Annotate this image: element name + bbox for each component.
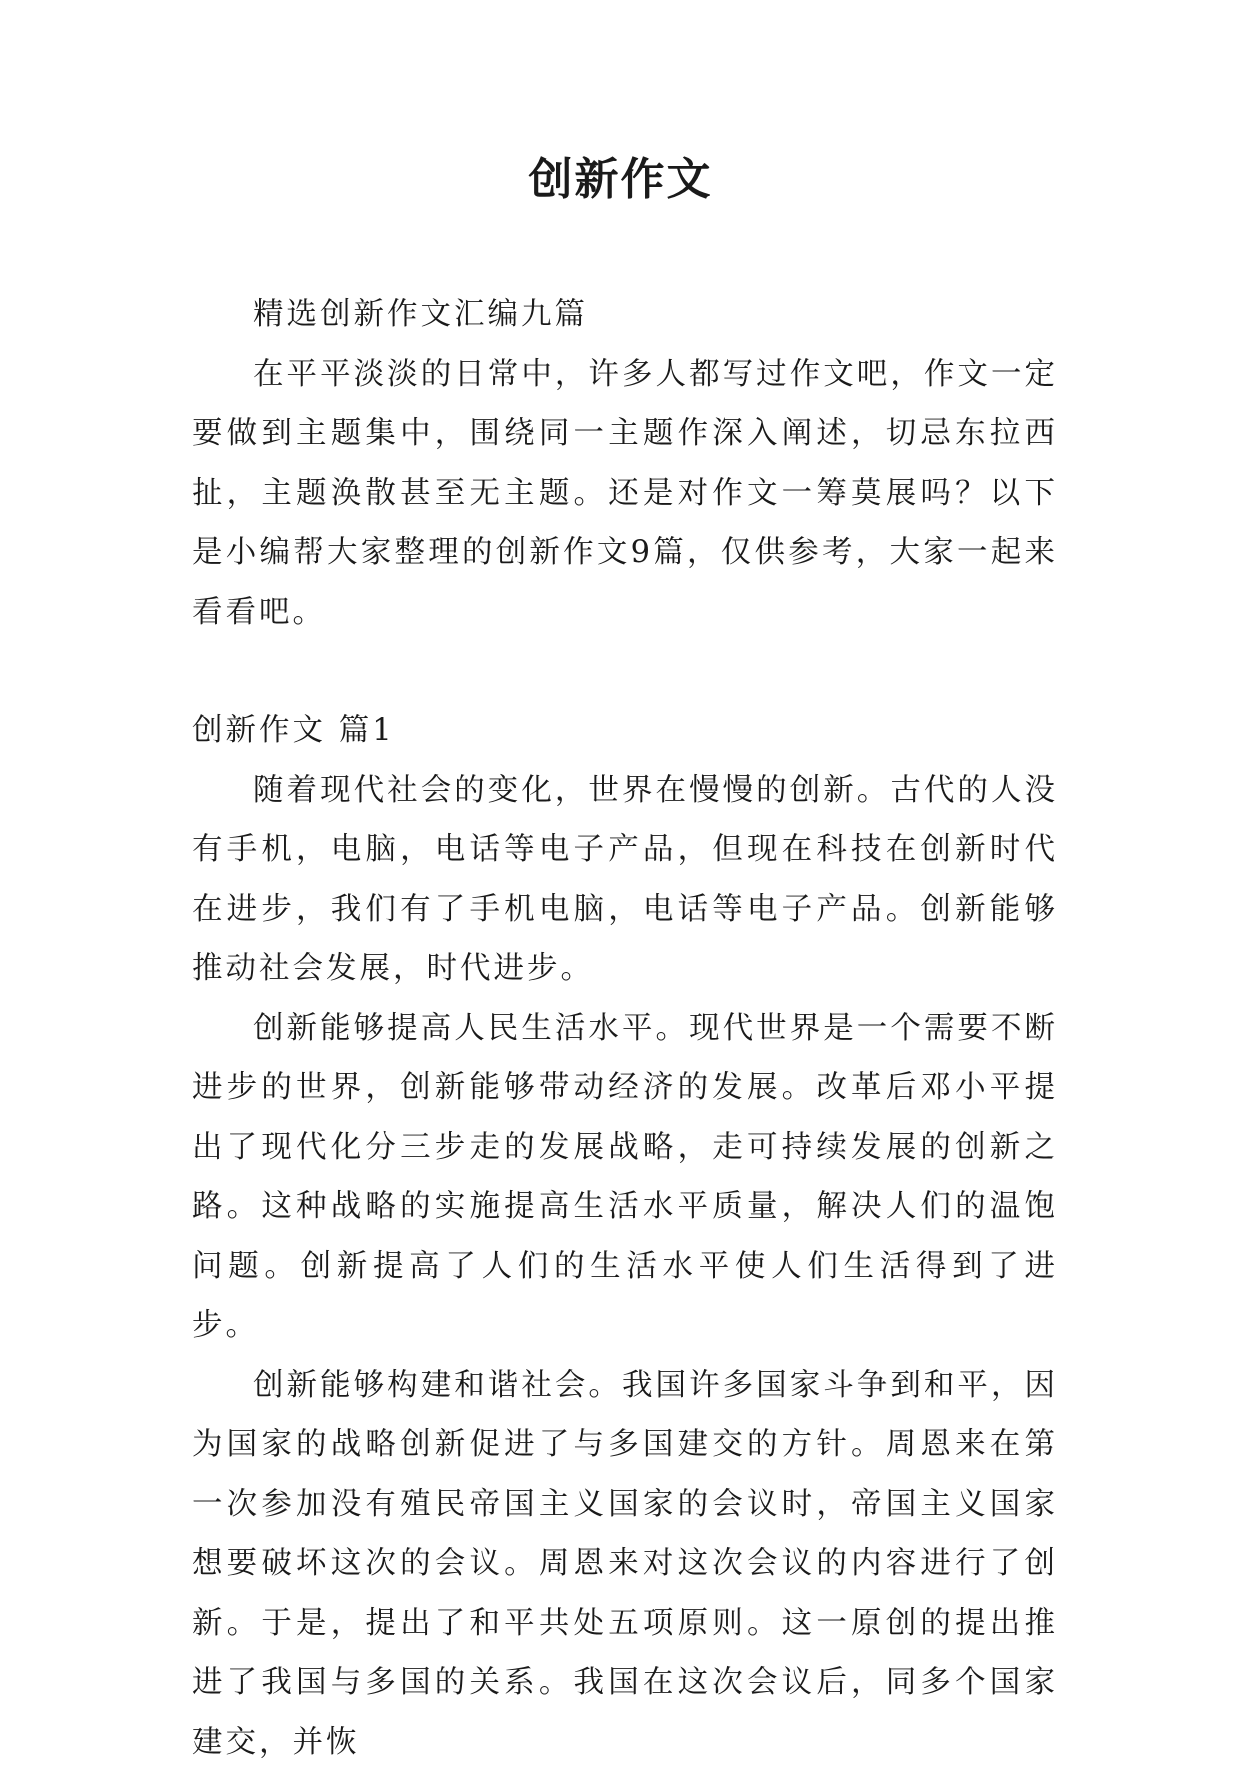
intro-subtitle: 精选创新作文汇编九篇 [192, 285, 1058, 345]
body-paragraph: 创新能够构建和谐社会。我国许多国家斗争到和平，因为国家的战略创新促进了与多国建交的方针。周恩来在第一次参加没有殖民帝国主义国家的会议时，帝国主义国家想要破坏这次的会议。周恩来对这次会议的内容进行了创新。于是，提出了和平共处五项原则。这一原创的提出推进了我国与多国的关系。我国在这次会议后，同多个国家建交，并恢 [192, 1356, 1058, 1772]
intro-paragraph: 在平平淡淡的日常中，许多人都写过作文吧，作文一定要做到主题集中，围绕同一主题作深入阐述，切忌东拉西扯，主题涣散甚至无主题。还是对作文一筹莫展吗？以下是小编帮大家整理的创新作文9篇，仅供参考，大家一起来看看吧。 [192, 345, 1058, 643]
document-body [192, 285, 1058, 1772]
document-title: 创新作文 [0, 150, 1241, 210]
body-paragraph: 随着现代社会的变化，世界在慢慢的创新。古代的人没有手机，电脑，电话等电子产品，但现在科技在创新时代在进步，我们有了手机电脑，电话等电子产品。创新能够推动社会发展，时代进步。 [192, 761, 1058, 999]
section-heading: 创新作文 篇1 [192, 701, 1058, 761]
body-paragraph: 创新能够提高人民生活水平。现代世界是一个需要不断进步的世界，创新能够带动经济的发展。改革后邓小平提出了现代化分三步走的发展战略，走可持续发展的创新之路。这种战略的实施提高生活水平质量，解决人们的温饱问题。创新提高了人们的生活水平使人们生活得到了进步。 [192, 999, 1058, 1356]
